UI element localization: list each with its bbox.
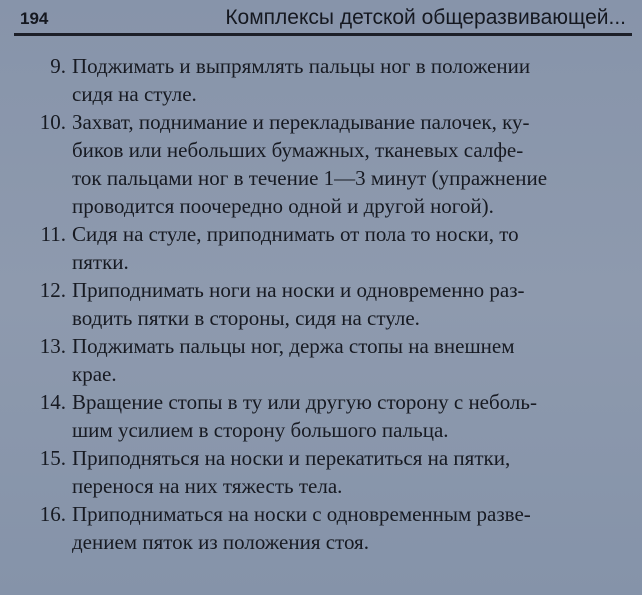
exercise-text	[72, 332, 624, 388]
exercise-text	[72, 500, 624, 556]
text-line: Поджимать и выпрямлять пальцы ног в положении	[72, 54, 531, 78]
exercise-item	[0, 332, 642, 388]
exercise-item	[0, 220, 642, 276]
text-line: биков или небольших бумажных, тканевых салфе-	[72, 138, 524, 162]
text-line: Приподняться на носки и перекатиться на пятки,	[72, 446, 511, 470]
exercise-item	[0, 500, 642, 556]
exercise-item	[0, 444, 642, 500]
exercise-text	[72, 444, 624, 500]
header-rule	[14, 33, 632, 36]
text-line: Поджимать пальцы ног, держа стопы на внешнем	[72, 334, 515, 358]
text-line: шим усилием в сторону большого пальца.	[72, 418, 449, 442]
exercise-number: 10.	[39, 110, 66, 134]
exercise-number: 13.	[39, 334, 66, 358]
exercise-number: 15.	[39, 446, 66, 470]
exercise-text	[72, 276, 624, 332]
text-line: крае.	[72, 362, 117, 386]
text-line: Захват, поднимание и перекладывание палочек, ку-	[72, 110, 530, 134]
text-line: проводится поочередно одной и другой ногой).	[72, 194, 494, 218]
text-line: Приподниматься на носки с одновременным разве-	[72, 502, 531, 526]
text-line: Сидя на стуле, приподнимать от пола то носки, то	[72, 222, 519, 246]
exercise-item	[0, 276, 642, 332]
exercise-item	[0, 388, 642, 444]
text-line: Вращение стопы в ту или другую сторону с неболь-	[72, 390, 537, 414]
running-title: Комплексы детской общеразвивающей...	[225, 6, 626, 29]
text-line: водить пятки в стороны, сидя на стуле.	[72, 306, 420, 330]
text-line: пятки.	[72, 250, 129, 274]
exercise-text	[72, 220, 624, 276]
page-number: 194	[20, 9, 49, 28]
exercise-list	[0, 52, 642, 556]
text-line: перенося на них тяжесть тела.	[72, 474, 343, 498]
exercise-item	[0, 52, 642, 108]
exercise-number: 11.	[40, 222, 66, 246]
text-line: Приподнимать ноги на носки и одновременно раз-	[72, 278, 525, 302]
page-header	[0, 0, 642, 40]
exercise-number: 12.	[39, 278, 66, 302]
exercise-text	[72, 52, 624, 108]
text-line: дением пяток из положения стоя.	[72, 530, 369, 554]
text-line: сидя на стуле.	[72, 82, 197, 106]
exercise-number: 16.	[39, 502, 66, 526]
exercise-number: 14.	[39, 390, 66, 414]
exercise-item	[0, 108, 642, 220]
exercise-number: 9.	[50, 54, 66, 78]
exercise-text	[72, 388, 624, 444]
exercise-text	[72, 108, 624, 220]
text-line: ток пальцами ног в течение 1—3 минут (упражнение	[72, 166, 548, 190]
